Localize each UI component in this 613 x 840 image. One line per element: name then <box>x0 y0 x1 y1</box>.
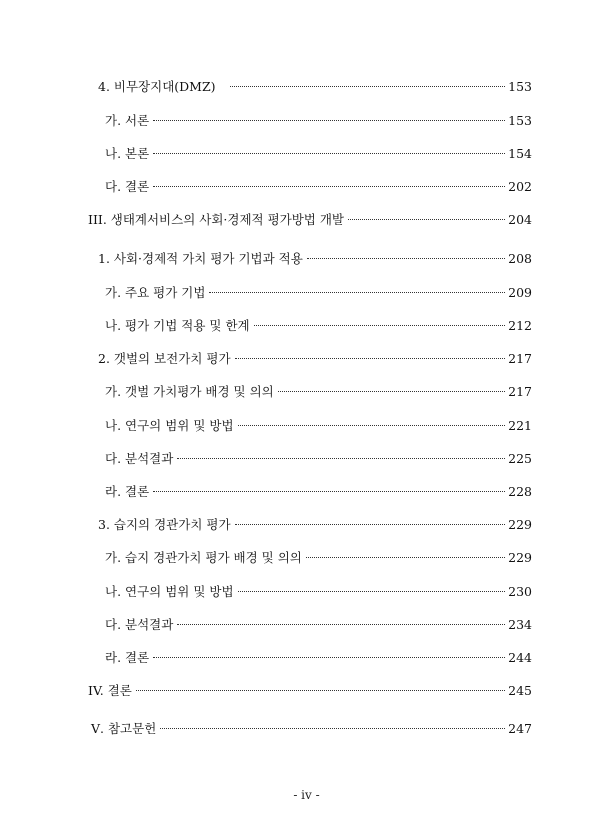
toc-entry-label: 라. 결론 <box>105 484 150 499</box>
dot-leader <box>160 728 505 729</box>
toc-entry-label: 가. 갯벌 가치평가 배경 및 의의 <box>105 384 274 399</box>
toc-entry-label: 1. 사회·경제적 가치 평가 기법과 적용 <box>98 251 303 266</box>
toc-entry[interactable] <box>105 584 532 600</box>
toc-entry-label: IV. 결론 <box>88 683 132 698</box>
toc-entry-page: 217 <box>508 351 532 366</box>
toc-entry[interactable] <box>105 146 532 162</box>
toc-entry[interactable] <box>88 212 532 228</box>
toc-entry-label: 나. 연구의 범위 및 방법 <box>105 584 234 599</box>
toc-entry[interactable] <box>105 418 532 434</box>
toc-entry-page: 217 <box>508 384 532 399</box>
dot-leader <box>235 358 506 359</box>
toc-entry-page: 230 <box>508 584 532 599</box>
dot-leader <box>153 153 505 154</box>
toc-entry[interactable] <box>98 517 532 533</box>
toc-entry-page: 229 <box>508 550 532 565</box>
toc-entry-label: 나. 연구의 범위 및 방법 <box>105 418 234 433</box>
toc-entry[interactable] <box>98 251 532 267</box>
toc-entry-page: 153 <box>508 113 532 128</box>
dot-leader <box>177 458 505 459</box>
toc-entry-label: 3. 습지의 경관가치 평가 <box>98 517 231 532</box>
dot-leader <box>307 258 505 259</box>
toc-entry-label: 라. 결론 <box>105 650 150 665</box>
dot-leader <box>153 657 505 658</box>
toc-entry-page: 228 <box>508 484 532 499</box>
dot-leader <box>278 391 505 392</box>
toc-entry-label: 2. 갯벌의 보전가치 평가 <box>98 351 231 366</box>
dot-leader <box>238 591 506 592</box>
toc-entry[interactable] <box>105 550 532 566</box>
dot-leader <box>209 292 505 293</box>
page-number: - iv - <box>293 788 320 802</box>
toc-entry[interactable] <box>105 318 532 334</box>
toc-entry[interactable] <box>105 113 532 129</box>
toc-entry-label: 다. 분석결과 <box>105 451 174 466</box>
toc-entry-page: 212 <box>508 318 532 333</box>
toc-entry-page: 225 <box>508 451 532 466</box>
toc-entry[interactable] <box>98 79 532 95</box>
toc-entry-label: 나. 평가 기법 적용 및 한계 <box>105 318 250 333</box>
toc-entry[interactable] <box>105 484 532 500</box>
toc-entry[interactable] <box>98 351 532 367</box>
toc-entry-label: 4. 비무장지대(DMZ) <box>98 79 216 94</box>
dot-leader <box>254 325 506 326</box>
toc-entry[interactable] <box>88 683 532 699</box>
dot-leader <box>153 186 505 187</box>
dot-leader <box>177 624 505 625</box>
toc-entry[interactable] <box>105 384 532 400</box>
toc-entry-page: 208 <box>508 251 532 266</box>
toc-entry-page: 153 <box>508 79 532 94</box>
toc-entry[interactable] <box>105 617 532 633</box>
dot-leader <box>306 557 505 558</box>
toc-entry-page: 202 <box>508 179 532 194</box>
dot-leader <box>136 690 505 691</box>
toc-entry-label: III. 생태계서비스의 사회·경제적 평가방법 개발 <box>88 212 345 227</box>
toc-entry-label: 다. 결론 <box>105 179 150 194</box>
toc-entry-label: Ⅴ. 참고문헌 <box>91 721 157 736</box>
toc-entry-page: 247 <box>508 721 532 736</box>
toc-entry[interactable] <box>105 179 532 195</box>
dot-leader <box>235 524 506 525</box>
toc-entry-label: 다. 분석결과 <box>105 617 174 632</box>
dot-leader <box>348 219 505 220</box>
toc-entry[interactable] <box>105 451 532 467</box>
toc-entry-page: 229 <box>508 517 532 532</box>
dot-leader <box>153 491 505 492</box>
toc-entry-page: 204 <box>508 212 532 227</box>
toc-entry[interactable] <box>105 650 532 666</box>
toc-entry-label: 가. 습지 경관가치 평가 배경 및 의의 <box>105 550 302 565</box>
dot-leader <box>153 120 505 121</box>
toc-entry-label: 나. 본론 <box>105 146 150 161</box>
toc-entry-label: 가. 주요 평가 기법 <box>105 285 206 300</box>
toc-entry[interactable] <box>105 285 532 301</box>
toc-entry-page: 234 <box>508 617 532 632</box>
toc-entry-page: 244 <box>508 650 532 665</box>
dot-leader <box>230 86 506 87</box>
toc-entry-page: 221 <box>508 418 532 433</box>
toc-entry-page: 245 <box>508 683 532 698</box>
toc-entry-page: 154 <box>508 146 532 161</box>
dot-leader <box>238 425 506 426</box>
toc-entry-page: 209 <box>508 285 532 300</box>
toc-entry-label: 가. 서론 <box>105 113 150 128</box>
toc-entry[interactable] <box>91 721 532 737</box>
